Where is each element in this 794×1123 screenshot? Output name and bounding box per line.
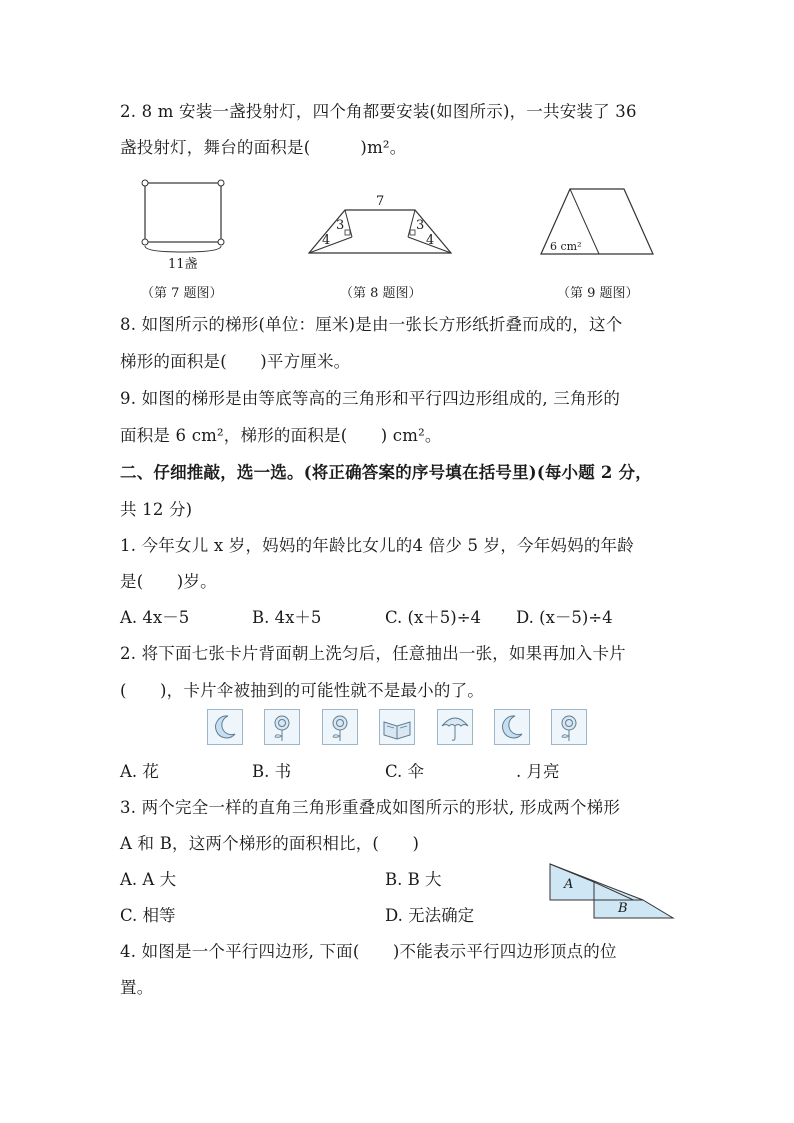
fig8-top-label: 7 bbox=[376, 194, 385, 209]
fig9-label: 6 cm² bbox=[550, 240, 582, 253]
mc2-option-b: B. 书 bbox=[252, 762, 292, 781]
q8-line1: 8. 如图所示的梯形(单位：厘米)是由一张长方形纸折叠而成的，这个 bbox=[120, 315, 623, 334]
section2-heading-line1 bbox=[120, 459, 652, 483]
card-flower bbox=[264, 709, 300, 745]
mc1-line1: 1. 今年女儿 x 岁，妈妈的年龄比女儿的4 倍少 5 岁，今年妈妈的年龄 bbox=[120, 536, 634, 555]
mc1-option-b: B. 4x＋5 bbox=[252, 608, 322, 627]
mc3-option-a: A. A 大 bbox=[120, 870, 177, 889]
card-flower bbox=[322, 709, 358, 745]
q2-line1: 2. 8 m 安装一盏投射灯，四个角都要安装(如图所示)，一共安装了 36 bbox=[120, 102, 637, 121]
fig8-left-base: 4 bbox=[322, 233, 331, 248]
mc1-option-d: D. (x－5)÷4 bbox=[516, 608, 613, 627]
section2-heading-line2: 共 12 分) bbox=[120, 500, 193, 519]
fig8-right-base: 4 bbox=[426, 233, 435, 248]
mc2-option-d: . 月亮 bbox=[516, 762, 560, 781]
mc3-line2: A 和 B，这两个梯形的面积相比，( ) bbox=[120, 834, 420, 853]
q8-line2: 梯形的面积是( )平方厘米。 bbox=[120, 352, 351, 371]
fig7-caption: （第 7 题图） bbox=[141, 286, 223, 301]
fig8-left-height: 3 bbox=[336, 218, 345, 233]
fig9-caption: （第 9 题图） bbox=[557, 286, 639, 301]
card-umbrella bbox=[437, 709, 473, 745]
fig7-label: 11盏 bbox=[168, 257, 198, 272]
mc2-option-a: A. 花 bbox=[120, 762, 159, 781]
mc1-option-a: A. 4x－5 bbox=[120, 608, 190, 627]
mc1-line2: 是( )岁。 bbox=[120, 572, 217, 591]
flower-icon bbox=[552, 710, 586, 744]
fig8-right-height: 3 bbox=[416, 218, 425, 233]
fig8-caption: （第 8 题图） bbox=[340, 286, 422, 301]
mc2-option-c: C. 伞 bbox=[385, 762, 425, 781]
mc2-line2: ( )，卡片伞被抽到的可能性就不是最小的了。 bbox=[120, 681, 484, 700]
book-icon bbox=[380, 710, 414, 744]
card-book bbox=[379, 709, 415, 745]
card-moon bbox=[207, 709, 243, 745]
mc4-line1: 4. 如图是一个平行四边形, 下面( )不能表示平行四边形顶点的位 bbox=[120, 942, 617, 961]
mc1-option-c: C. (x＋5)÷4 bbox=[385, 608, 482, 627]
moon-icon bbox=[208, 710, 242, 744]
card-flower bbox=[551, 709, 587, 745]
mc3-option-d: D. 无法确定 bbox=[385, 906, 475, 925]
mc3-label-a: A bbox=[564, 877, 574, 892]
mc3-option-c: C. 相等 bbox=[120, 906, 176, 925]
flower-icon bbox=[323, 710, 357, 744]
q9-line1: 9. 如图的梯形是由等底等高的三角形和平行四边形组成的, 三角形的 bbox=[120, 389, 621, 408]
mc2-line1: 2. 将下面七张卡片背面朝上洗匀后，任意抽出一张，如果再加入卡片 bbox=[120, 644, 626, 663]
umbrella-icon bbox=[438, 710, 472, 744]
mc3-label-b: B bbox=[618, 901, 628, 916]
q9-line2: 面积是 6 cm²，梯形的面积是( ) cm²。 bbox=[120, 426, 442, 445]
mc3-line1: 3. 两个完全一样的直角三角形重叠成如图所示的形状, 形成两个梯形 bbox=[120, 798, 621, 817]
card-moon bbox=[494, 709, 530, 745]
flower-icon bbox=[265, 710, 299, 744]
section2-heading-text: 二、仔细推敲，选一选。(将正确答案的序号填在括号里)(每小题 2 分， bbox=[120, 463, 652, 482]
moon-icon bbox=[495, 710, 529, 744]
mc3-option-b: B. B 大 bbox=[385, 870, 442, 889]
mc4-line2: 置。 bbox=[120, 978, 154, 997]
q2-line2: 盏投射灯，舞台的面积是( )m²。 bbox=[120, 138, 407, 157]
